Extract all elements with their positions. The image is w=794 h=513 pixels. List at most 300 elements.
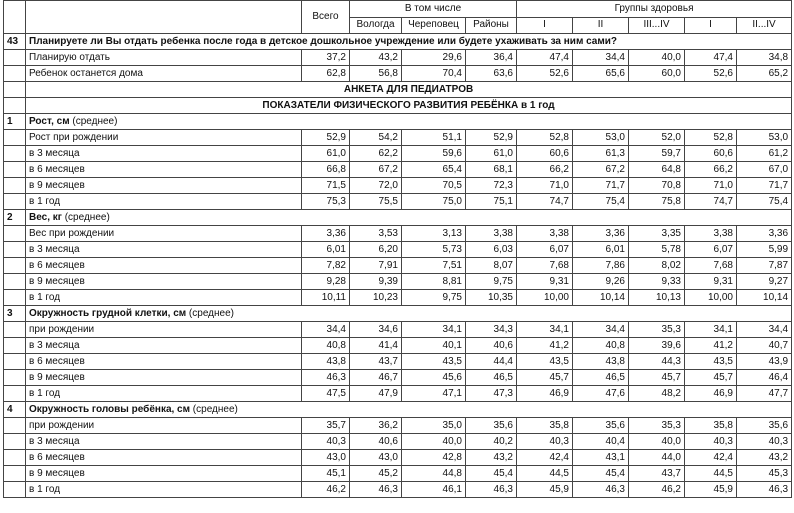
group-title-cell xyxy=(26,114,792,130)
value-cell: 75,1 xyxy=(466,194,517,210)
row-label: в 1 год xyxy=(26,194,302,210)
value-cell: 46,1 xyxy=(402,482,466,498)
row-num-cell xyxy=(4,194,26,210)
table-row xyxy=(4,130,792,146)
value-cell: 74,7 xyxy=(517,194,573,210)
table-row xyxy=(4,434,792,450)
value-cell: 9,75 xyxy=(402,290,466,306)
row-num-cell xyxy=(4,466,26,482)
value-cell: 10,00 xyxy=(685,290,737,306)
value-cell: 54,2 xyxy=(350,130,402,146)
value-cell: 36,2 xyxy=(350,418,402,434)
section-title: ПОКАЗАТЕЛИ ФИЗИЧЕСКОГО РАЗВИТИЯ РЕБЁНКА в 1 год xyxy=(26,98,792,114)
section-row xyxy=(4,98,792,114)
value-cell: 10,35 xyxy=(466,290,517,306)
table-row xyxy=(4,466,792,482)
value-cell: 60,6 xyxy=(517,146,573,162)
value-cell: 45,7 xyxy=(517,370,573,386)
value-cell: 52,9 xyxy=(302,130,350,146)
row-label: в 3 месяца xyxy=(26,146,302,162)
header-sub-vologda: Вологда xyxy=(350,17,402,34)
table-row xyxy=(4,274,792,290)
row-label: в 1 год xyxy=(26,482,302,498)
value-cell: 3,36 xyxy=(302,226,350,242)
value-cell: 52,8 xyxy=(517,130,573,146)
table-row xyxy=(4,418,792,434)
value-cell: 66,8 xyxy=(302,162,350,178)
table-row xyxy=(4,146,792,162)
group-title: Окружность головы ребёнка, см xyxy=(29,403,191,415)
value-cell: 47,4 xyxy=(517,50,573,66)
table-row xyxy=(4,242,792,258)
group-header-row xyxy=(4,210,792,226)
value-cell: 40,2 xyxy=(466,434,517,450)
group-title-cell xyxy=(26,210,792,226)
value-cell: 34,1 xyxy=(685,322,737,338)
value-cell: 40,8 xyxy=(302,338,350,354)
row-num-cell xyxy=(4,290,26,306)
value-cell: 34,4 xyxy=(573,322,629,338)
value-cell: 8,81 xyxy=(402,274,466,290)
row-label: в 6 месяцев xyxy=(26,258,302,274)
value-cell: 46,3 xyxy=(737,482,792,498)
row-num-cell xyxy=(4,162,26,178)
group-number: 2 xyxy=(4,210,26,226)
row-num-cell xyxy=(4,386,26,402)
value-cell: 43,5 xyxy=(685,354,737,370)
value-cell: 36,4 xyxy=(466,50,517,66)
value-cell: 40,3 xyxy=(302,434,350,450)
value-cell: 53,0 xyxy=(737,130,792,146)
table-row xyxy=(4,178,792,194)
value-cell: 46,5 xyxy=(573,370,629,386)
value-cell: 42,4 xyxy=(685,450,737,466)
value-cell: 34,3 xyxy=(466,322,517,338)
value-cell: 75,4 xyxy=(573,194,629,210)
value-cell: 61,0 xyxy=(302,146,350,162)
value-cell: 45,9 xyxy=(517,482,573,498)
value-cell: 9,27 xyxy=(737,274,792,290)
value-cell: 52,9 xyxy=(466,130,517,146)
row-label: в 3 месяца xyxy=(26,434,302,450)
value-cell: 45,4 xyxy=(466,466,517,482)
value-cell: 67,2 xyxy=(350,162,402,178)
value-cell: 42,8 xyxy=(402,450,466,466)
question-row xyxy=(4,34,792,50)
row-num-cell xyxy=(4,322,26,338)
row-num-cell xyxy=(4,418,26,434)
value-cell: 10,14 xyxy=(737,290,792,306)
value-cell: 53,0 xyxy=(573,130,629,146)
value-cell: 10,00 xyxy=(517,290,573,306)
value-cell: 34,4 xyxy=(737,322,792,338)
group-note: (среднее) xyxy=(186,307,234,319)
value-cell: 44,4 xyxy=(466,354,517,370)
value-cell: 59,7 xyxy=(629,146,685,162)
value-cell: 9,26 xyxy=(573,274,629,290)
row-label: в 3 месяца xyxy=(26,242,302,258)
value-cell: 44,8 xyxy=(402,466,466,482)
table-row xyxy=(4,66,792,82)
row-num-cell xyxy=(4,226,26,242)
header-sub-group-1: I xyxy=(517,17,573,34)
row-num-cell xyxy=(4,242,26,258)
value-cell: 65,6 xyxy=(573,66,629,82)
value-cell: 75,8 xyxy=(629,194,685,210)
value-cell: 43,5 xyxy=(402,354,466,370)
value-cell: 35,6 xyxy=(466,418,517,434)
group-header-row xyxy=(4,114,792,130)
value-cell: 6,07 xyxy=(685,242,737,258)
row-num-cell xyxy=(4,434,26,450)
value-cell: 35,6 xyxy=(737,418,792,434)
value-cell: 7,51 xyxy=(402,258,466,274)
value-cell: 10,14 xyxy=(573,290,629,306)
value-cell: 47,6 xyxy=(573,386,629,402)
row-num-cell xyxy=(4,258,26,274)
header-row-1 xyxy=(4,1,792,18)
header-sub-group-3-4: III...IV xyxy=(629,17,685,34)
value-cell: 66,2 xyxy=(517,162,573,178)
value-cell: 45,4 xyxy=(573,466,629,482)
value-cell: 34,6 xyxy=(350,322,402,338)
value-cell: 34,8 xyxy=(737,50,792,66)
value-cell: 41,4 xyxy=(350,338,402,354)
value-cell: 35,6 xyxy=(573,418,629,434)
header-sub-cherepovets: Череповец xyxy=(402,17,466,34)
value-cell: 34,4 xyxy=(302,322,350,338)
table-row xyxy=(4,226,792,242)
value-cell: 9,28 xyxy=(302,274,350,290)
value-cell: 46,2 xyxy=(302,482,350,498)
value-cell: 9,39 xyxy=(350,274,402,290)
row-num-cell xyxy=(4,482,26,498)
value-cell: 68,1 xyxy=(466,162,517,178)
group-title-cell xyxy=(26,306,792,322)
group-number: 4 xyxy=(4,402,26,418)
value-cell: 40,3 xyxy=(517,434,573,450)
value-cell: 48,2 xyxy=(629,386,685,402)
row-label: в 9 месяцев xyxy=(26,370,302,386)
value-cell: 41,2 xyxy=(685,338,737,354)
value-cell: 45,9 xyxy=(685,482,737,498)
value-cell: 71,0 xyxy=(685,178,737,194)
value-cell: 75,3 xyxy=(302,194,350,210)
value-cell: 3,36 xyxy=(737,226,792,242)
value-cell: 3,13 xyxy=(402,226,466,242)
value-cell: 52,8 xyxy=(685,130,737,146)
value-cell: 43,7 xyxy=(629,466,685,482)
value-cell: 5,78 xyxy=(629,242,685,258)
value-cell: 43,0 xyxy=(350,450,402,466)
value-cell: 61,2 xyxy=(737,146,792,162)
value-cell: 52,0 xyxy=(629,130,685,146)
value-cell: 62,2 xyxy=(350,146,402,162)
value-cell: 34,4 xyxy=(573,50,629,66)
value-cell: 71,7 xyxy=(573,178,629,194)
question-text: Планируете ли Вы отдать ребенка после года в детское дошкольное учреждение или будете ухаживать за ним сами? xyxy=(26,34,792,50)
value-cell: 40,4 xyxy=(573,434,629,450)
value-cell: 40,0 xyxy=(402,434,466,450)
group-title: Окружность грудной клетки, см xyxy=(29,307,187,319)
table-row xyxy=(4,354,792,370)
value-cell: 3,38 xyxy=(466,226,517,242)
group-title: Вес, кг xyxy=(29,211,62,223)
value-cell: 35,3 xyxy=(629,418,685,434)
value-cell: 7,91 xyxy=(350,258,402,274)
header-sub-group-1b: I xyxy=(685,17,737,34)
value-cell: 43,9 xyxy=(737,354,792,370)
value-cell: 47,7 xyxy=(737,386,792,402)
header-health-groups: Группы здоровья xyxy=(517,1,792,18)
row-num-cell xyxy=(4,50,26,66)
value-cell: 40,3 xyxy=(685,434,737,450)
value-cell: 37,2 xyxy=(302,50,350,66)
value-cell: 47,4 xyxy=(685,50,737,66)
value-cell: 42,4 xyxy=(517,450,573,466)
value-cell: 65,2 xyxy=(737,66,792,82)
row-label: в 1 год xyxy=(26,290,302,306)
value-cell: 64,8 xyxy=(629,162,685,178)
table-row xyxy=(4,258,792,274)
table-row xyxy=(4,50,792,66)
value-cell: 52,6 xyxy=(517,66,573,82)
row-num-cell xyxy=(4,274,26,290)
value-cell: 43,1 xyxy=(573,450,629,466)
table-row xyxy=(4,370,792,386)
value-cell: 46,3 xyxy=(302,370,350,386)
value-cell: 72,3 xyxy=(466,178,517,194)
row-label: в 9 месяцев xyxy=(26,466,302,482)
value-cell: 46,9 xyxy=(685,386,737,402)
row-num-cell xyxy=(4,66,26,82)
row-num-cell xyxy=(4,130,26,146)
value-cell: 40,8 xyxy=(573,338,629,354)
value-cell: 65,4 xyxy=(402,162,466,178)
value-cell: 45,7 xyxy=(685,370,737,386)
value-cell: 62,8 xyxy=(302,66,350,82)
table-row xyxy=(4,482,792,498)
header-sub-group-2: II xyxy=(573,17,629,34)
value-cell: 46,7 xyxy=(350,370,402,386)
row-label: Рост при рождении xyxy=(26,130,302,146)
value-cell: 34,1 xyxy=(517,322,573,338)
value-cell: 47,5 xyxy=(302,386,350,402)
table-row xyxy=(4,194,792,210)
row-num-cell xyxy=(4,146,26,162)
value-cell: 43,2 xyxy=(350,50,402,66)
value-cell: 10,13 xyxy=(629,290,685,306)
header-including: В том числе xyxy=(350,1,517,18)
value-cell: 40,0 xyxy=(629,434,685,450)
table-row xyxy=(4,386,792,402)
value-cell: 71,0 xyxy=(517,178,573,194)
value-cell: 66,2 xyxy=(685,162,737,178)
table-row xyxy=(4,338,792,354)
value-cell: 8,07 xyxy=(466,258,517,274)
row-label: в 3 месяца xyxy=(26,338,302,354)
group-note: (среднее) xyxy=(69,115,118,127)
value-cell: 63,6 xyxy=(466,66,517,82)
value-cell: 47,9 xyxy=(350,386,402,402)
value-cell: 6,07 xyxy=(517,242,573,258)
row-label: в 6 месяцев xyxy=(26,162,302,178)
value-cell: 8,02 xyxy=(629,258,685,274)
header-sub-districts: Районы xyxy=(466,17,517,34)
value-cell: 35,0 xyxy=(402,418,466,434)
table-row xyxy=(4,322,792,338)
value-cell: 35,8 xyxy=(517,418,573,434)
row-label: Вес при рождении xyxy=(26,226,302,242)
value-cell: 71,7 xyxy=(737,178,792,194)
value-cell: 75,5 xyxy=(350,194,402,210)
value-cell: 7,82 xyxy=(302,258,350,274)
value-cell: 35,3 xyxy=(629,322,685,338)
value-cell: 35,7 xyxy=(302,418,350,434)
group-number: 1 xyxy=(4,114,26,130)
value-cell: 75,0 xyxy=(402,194,466,210)
value-cell: 3,35 xyxy=(629,226,685,242)
value-cell: 45,2 xyxy=(350,466,402,482)
value-cell: 70,8 xyxy=(629,178,685,194)
value-cell: 46,3 xyxy=(573,482,629,498)
value-cell: 70,5 xyxy=(402,178,466,194)
group-note: (среднее) xyxy=(190,403,238,415)
value-cell: 45,7 xyxy=(629,370,685,386)
value-cell: 9,31 xyxy=(685,274,737,290)
value-cell: 40,1 xyxy=(402,338,466,354)
table-row xyxy=(4,450,792,466)
value-cell: 46,9 xyxy=(517,386,573,402)
value-cell: 47,3 xyxy=(466,386,517,402)
value-cell: 35,8 xyxy=(685,418,737,434)
group-header-row xyxy=(4,402,792,418)
value-cell: 46,4 xyxy=(737,370,792,386)
group-title-cell xyxy=(26,402,792,418)
value-cell: 29,6 xyxy=(402,50,466,66)
value-cell: 9,75 xyxy=(466,274,517,290)
value-cell: 6,01 xyxy=(302,242,350,258)
value-cell: 5,73 xyxy=(402,242,466,258)
value-cell: 7,68 xyxy=(517,258,573,274)
row-label: Ребенок останется дома xyxy=(26,66,302,82)
value-cell: 40,3 xyxy=(737,434,792,450)
row-num-cell xyxy=(4,82,26,98)
value-cell: 75,4 xyxy=(737,194,792,210)
value-cell: 9,31 xyxy=(517,274,573,290)
row-label: в 6 месяцев xyxy=(26,450,302,466)
value-cell: 44,3 xyxy=(629,354,685,370)
value-cell: 46,5 xyxy=(466,370,517,386)
value-cell: 67,2 xyxy=(573,162,629,178)
value-cell: 43,8 xyxy=(573,354,629,370)
table-row xyxy=(4,162,792,178)
value-cell: 43,2 xyxy=(466,450,517,466)
value-cell: 34,1 xyxy=(402,322,466,338)
value-cell: 61,3 xyxy=(573,146,629,162)
question-number: 43 xyxy=(4,34,26,50)
value-cell: 67,0 xyxy=(737,162,792,178)
value-cell: 7,87 xyxy=(737,258,792,274)
value-cell: 40,6 xyxy=(350,434,402,450)
header-label-cell xyxy=(26,1,302,34)
value-cell: 6,01 xyxy=(573,242,629,258)
value-cell: 3,36 xyxy=(573,226,629,242)
table-row xyxy=(4,290,792,306)
value-cell: 45,3 xyxy=(737,466,792,482)
value-cell: 45,1 xyxy=(302,466,350,482)
value-cell: 43,8 xyxy=(302,354,350,370)
value-cell: 7,86 xyxy=(573,258,629,274)
value-cell: 60,0 xyxy=(629,66,685,82)
group-number: 3 xyxy=(4,306,26,322)
value-cell: 6,20 xyxy=(350,242,402,258)
value-cell: 3,53 xyxy=(350,226,402,242)
value-cell: 51,1 xyxy=(402,130,466,146)
value-cell: 52,6 xyxy=(685,66,737,82)
value-cell: 72,0 xyxy=(350,178,402,194)
value-cell: 59,6 xyxy=(402,146,466,162)
value-cell: 60,6 xyxy=(685,146,737,162)
row-label: при рождении xyxy=(26,322,302,338)
section-row xyxy=(4,82,792,98)
value-cell: 56,8 xyxy=(350,66,402,82)
row-num-cell xyxy=(4,370,26,386)
value-cell: 44,5 xyxy=(517,466,573,482)
value-cell: 43,7 xyxy=(350,354,402,370)
value-cell: 70,4 xyxy=(402,66,466,82)
row-num-cell xyxy=(4,354,26,370)
row-label: в 1 год xyxy=(26,386,302,402)
value-cell: 3,38 xyxy=(685,226,737,242)
value-cell: 71,5 xyxy=(302,178,350,194)
value-cell: 7,68 xyxy=(685,258,737,274)
group-header-row xyxy=(4,306,792,322)
value-cell: 47,1 xyxy=(402,386,466,402)
value-cell: 41,2 xyxy=(517,338,573,354)
header-sub-group-2-4: II...IV xyxy=(737,17,792,34)
row-num-cell xyxy=(4,450,26,466)
row-label: в 9 месяцев xyxy=(26,178,302,194)
group-title: Рост, см xyxy=(29,115,70,127)
header-num-cell xyxy=(4,1,26,34)
value-cell: 6,03 xyxy=(466,242,517,258)
value-cell: 39,6 xyxy=(629,338,685,354)
value-cell: 5,99 xyxy=(737,242,792,258)
value-cell: 46,3 xyxy=(350,482,402,498)
value-cell: 46,2 xyxy=(629,482,685,498)
value-cell: 44,0 xyxy=(629,450,685,466)
row-num-cell xyxy=(4,338,26,354)
section-title: АНКЕТА ДЛЯ ПЕДИАТРОВ xyxy=(26,82,792,98)
value-cell: 44,5 xyxy=(685,466,737,482)
value-cell: 43,5 xyxy=(517,354,573,370)
value-cell: 43,0 xyxy=(302,450,350,466)
value-cell: 74,7 xyxy=(685,194,737,210)
header-total: Всего xyxy=(302,1,350,34)
row-label: в 6 месяцев xyxy=(26,354,302,370)
row-num-cell xyxy=(4,98,26,114)
row-num-cell xyxy=(4,178,26,194)
data-table xyxy=(3,0,792,498)
group-note: (среднее) xyxy=(61,211,110,223)
value-cell: 43,2 xyxy=(737,450,792,466)
value-cell: 10,23 xyxy=(350,290,402,306)
value-cell: 61,0 xyxy=(466,146,517,162)
row-label: Планирую отдать xyxy=(26,50,302,66)
value-cell: 45,6 xyxy=(402,370,466,386)
value-cell: 3,38 xyxy=(517,226,573,242)
